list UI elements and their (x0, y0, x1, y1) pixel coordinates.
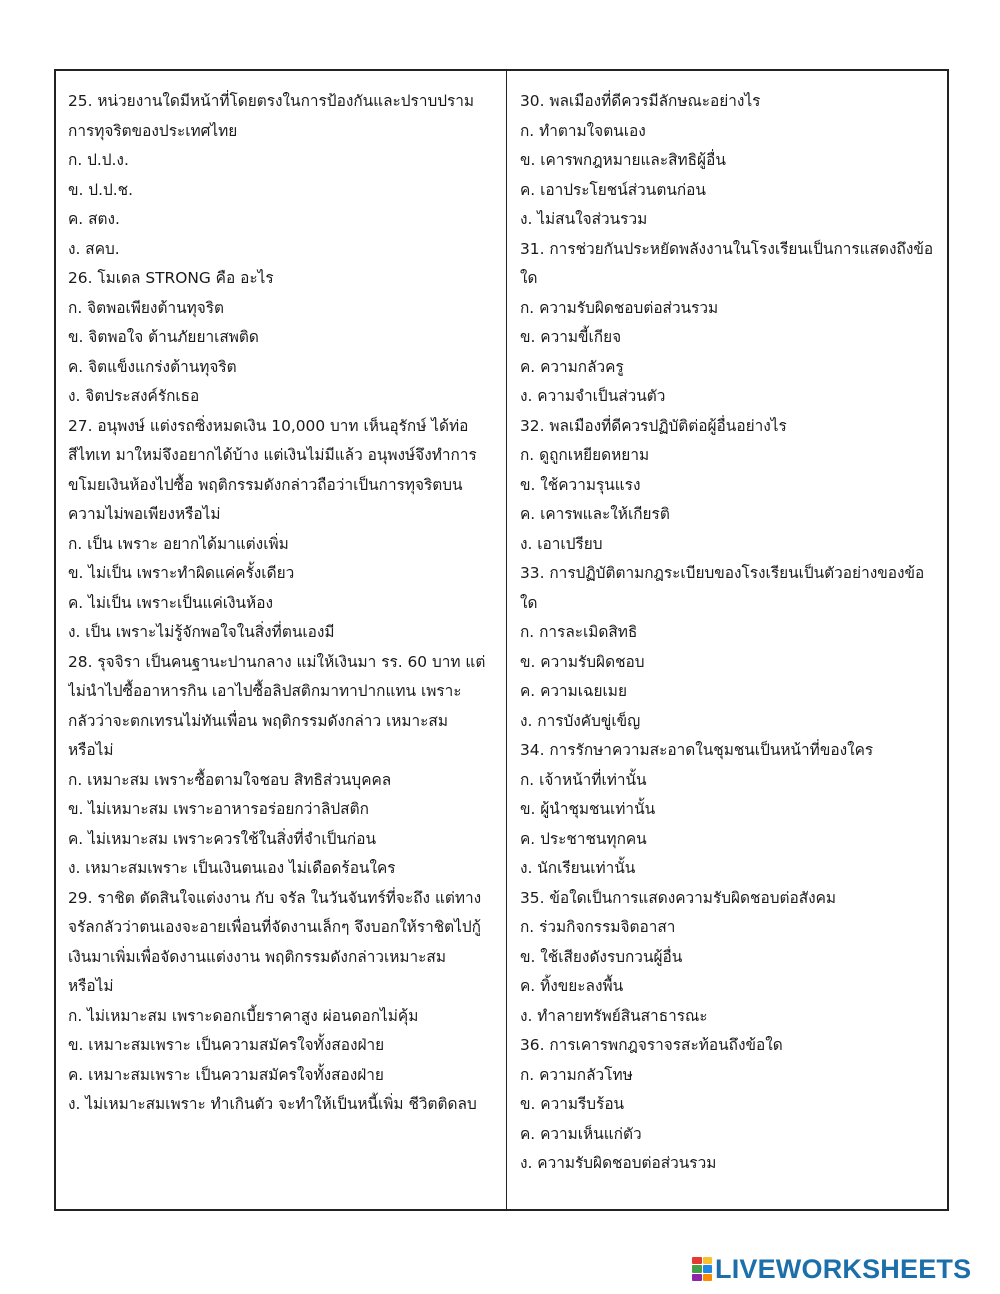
liveworksheets-logo-icon (692, 1257, 712, 1281)
answer-option-line: ข. ไม่เหมาะสม เพราะอาหารอร่อยกว่าลิปสติก (68, 800, 369, 818)
answer-option-line: ข. เหมาะสมเพราะ เป็นความสมัครใจทั้งสองฝ่าย (68, 1036, 385, 1054)
logo-color-block (692, 1265, 702, 1272)
answer-option-line: ก. การละเมิดสิทธิ (519, 623, 638, 641)
left-question-column (56, 71, 507, 1209)
answer-option-line: ก. ความกลัวโทษ (519, 1065, 633, 1084)
answer-option-line: ค. ความเห็นแก่ตัว (519, 1124, 642, 1143)
answer-option-line: ง. การบังคับขู่เข็ญ (519, 711, 641, 730)
answer-option-line: ก. เจ้าหน้าที่เท่านั้น (519, 770, 647, 789)
logo-color-block (703, 1274, 713, 1281)
answer-option-line: ข. ป.ป.ช. (68, 180, 133, 199)
question-text-line: 33. การปฏิบัติตามกฎระเบียบของโรงเรียนเป็นตัวอย่างของข้อ (519, 564, 925, 582)
right-question-column (507, 71, 947, 1209)
answer-option-line: ง. ไม่เหมาะสมเพราะ ทำเกินตัว จะทำให้เป็นหนี้เพิ่ม ชีวิตติดลบ (68, 1095, 477, 1113)
answer-option-line: ง. เป็น เพราะไม่รู้จักพอใจในสิ่งที่ตนเองมี (68, 623, 335, 641)
answer-option-line: ค. ประชาชนทุกคน (519, 829, 647, 848)
answer-option-line: ง. ความรับผิดชอบต่อส่วนรวม (519, 1154, 717, 1172)
question-text-line: 34. การรักษาความสะอาดในชุมชนเป็นหน้าที่ของใคร (519, 741, 874, 759)
question-text-line: 25. หน่วยงานใดมีหน้าที่โดยตรงในการป้องกันและปราบปราม (68, 92, 475, 110)
question-text-line: 29. ราชิต ตัดสินใจแต่งงาน กับ จรัล ในวันจันทร์ที่จะถึง แต่ทาง (68, 888, 482, 907)
answer-option-line: เงินมาเพิ่มเพื่อจัดงานแต่งงาน พฤติกรรมดังกล่าวเหมาะสม (68, 947, 446, 966)
logo-color-block (703, 1257, 713, 1264)
answer-option-line: กลัวว่าจะตกเทรนไม่ทันเพื่อน พฤติกรรมดังกล่าว เหมาะสม (68, 711, 448, 730)
answer-option-line: ใด (519, 269, 538, 287)
answer-option-line: ก. ดูถูกเหยียดหยาม (519, 446, 650, 464)
logo-text: LIVEWORKSHEETS (715, 1253, 972, 1284)
answer-option-line: ข. ความรับผิดชอบ (519, 652, 645, 671)
answer-option-line: ง. นักเรียนเท่านั้น (519, 859, 636, 877)
answer-option-line: ข. ใช้ความรุนแรง (519, 475, 641, 494)
question-text-line: 27. อนุพงษ์ แต่งรถซิ่งหมดเงิน 10,000 บาท เห็นอุรักษ์ ได้ท่อ (68, 416, 469, 435)
question-text-line: 28. รุจจิรา เป็นคนฐานะปานกลาง แม่ให้เงินมา รร. 60 บาท แต่ (68, 652, 486, 671)
answer-option-line: จรัลกลัวว่าตนเองจะอายเพื่อนที่จัดงานเล็กๆ จึงบอกให้ราชิตไปกู้ (68, 918, 481, 936)
answer-option-line: ก. ป.ป.ง. (68, 151, 129, 169)
answer-option-line: ข. ผู้นำชุมชนเท่านั้น (519, 800, 656, 818)
answer-option-line: ง. ความจำเป็นส่วนตัว (519, 387, 666, 405)
question-text-line: 36. การเคารพกฎจราจรสะท้อนถึงข้อใด (519, 1036, 783, 1054)
liveworksheets-logo[interactable] (692, 1254, 971, 1284)
answer-option-line: สีไทเท มาใหม่จึงอยากได้บ้าง แต่เงินไม่มีแล้ว อนุพงษ์จึงทำการ (68, 446, 477, 464)
answer-option-line: ง. จิตประสงค์รักเธอ (68, 387, 200, 405)
answer-option-line: ก. เหมาะสม เพราะซื้อตามใจชอบ สิทธิส่วนบุคคล (68, 770, 392, 789)
logo-color-block (692, 1257, 702, 1264)
logo-color-block (703, 1265, 713, 1272)
logo-color-block (692, 1274, 702, 1281)
answer-option-line: ข. ความขี้เกียจ (519, 328, 622, 346)
worksheet-table (54, 69, 949, 1211)
answer-option-line: ก. ร่วมกิจกรรมจิตอาสา (519, 918, 676, 936)
answer-option-line: ข. เคารพกฎหมายและสิทธิผู้อื่น (519, 151, 726, 169)
answer-option-line: การทุจริตของประเทศไทย (68, 121, 238, 140)
question-text-line: 26. โมเดล STRONG คือ อะไร (68, 269, 274, 287)
answer-option-line: ขโมยเงินห้องไปซื้อ พฤติกรรมดังกล่าวถือว่าเป็นการทุจริตบน (68, 475, 463, 494)
answer-option-line: หรือไม่ (68, 977, 114, 995)
answer-option-line: ค. เคารพและให้เกียรติ (519, 505, 670, 523)
answer-option-line: ข. ความรีบร้อน (519, 1095, 625, 1113)
answer-option-line: หรือไม่ (68, 741, 114, 759)
answer-option-line: ง. ไม่สนใจส่วนรวม (519, 210, 648, 228)
answer-option-line: ค. ทิ้งขยะลงพื้น (519, 977, 624, 995)
answer-option-line: ง. เหมาะสมเพราะ เป็นเงินตนเอง ไม่เดือดร้อนใคร (68, 859, 396, 877)
answer-option-line: ค. เอาประโยชน์ส่วนตนก่อน (519, 180, 706, 199)
answer-option-line: ง. ทำลายทรัพย์สินสาธารณะ (519, 1006, 708, 1025)
answer-option-line: ข. จิตพอใจ ต้านภัยยาเสพติด (68, 328, 259, 346)
question-text-line: 32. พลเมืองที่ดีควรปฏิบัติต่อผู้อื่นอย่างไร (519, 416, 787, 435)
answer-option-line: ก. เป็น เพราะ อยากได้มาแต่งเพิ่ม (68, 534, 289, 553)
answer-option-line: ค. สตง. (68, 210, 120, 228)
question-text-line: 35. ข้อใดเป็นการแสดงความรับผิดชอบต่อสังคม (519, 888, 837, 907)
answer-option-line: ก. ความรับผิดชอบต่อส่วนรวม (519, 298, 719, 317)
answer-option-line: ค. ความกลัวครู (519, 357, 624, 376)
answer-option-line: ค. ไม่เหมาะสม เพราะควรใช้ในสิ่งที่จำเป็นก่อน (68, 829, 376, 848)
answer-option-line: ค. ไม่เป็น เพราะเป็นแค่เงินห้อง (68, 593, 273, 612)
question-text-line: 30. พลเมืองที่ดีควรมีลักษณะอย่างไร (519, 92, 761, 110)
answer-option-line: ก. ไม่เหมาะสม เพราะดอกเบี้ยราคาสูง ผ่อนดอกไม่คุ้ม (68, 1006, 419, 1025)
answer-option-line: ข. ไม่เป็น เพราะทำผิดแค่ครั้งเดียว (68, 564, 295, 582)
question-text-line: 31. การช่วยกันประหยัดพลังงานในโรงเรียนเป็นการแสดงถึงข้อ (519, 239, 934, 258)
answer-option-line: ค. เหมาะสมเพราะ เป็นความสมัครใจทั้งสองฝ่าย (68, 1065, 384, 1084)
answer-option-line: ง. สคบ. (68, 239, 120, 258)
answer-option-line: ค. ความเฉยเมย (519, 682, 627, 700)
answer-option-line: ก. ทำตามใจตนเอง (519, 121, 646, 140)
answer-option-line: ความไม่พอเพียงหรือไม่ (68, 505, 221, 523)
answer-option-line: ง. เอาเปรียบ (519, 534, 603, 553)
answer-option-line: ใด (519, 593, 538, 612)
answer-option-line: ค. จิตแข็งแกร่งต้านทุจริต (68, 357, 237, 376)
answer-option-line: ข. ใช้เสียงดังรบกวนผู้อื่น (519, 947, 683, 966)
answer-option-line: ก. จิตพอเพียงต้านทุจริต (68, 298, 225, 317)
answer-option-line: ไม่นำไปซื้ออาหารกิน เอาไปซื้อลิปสติกมาทาปากแทน เพราะ (68, 682, 462, 700)
